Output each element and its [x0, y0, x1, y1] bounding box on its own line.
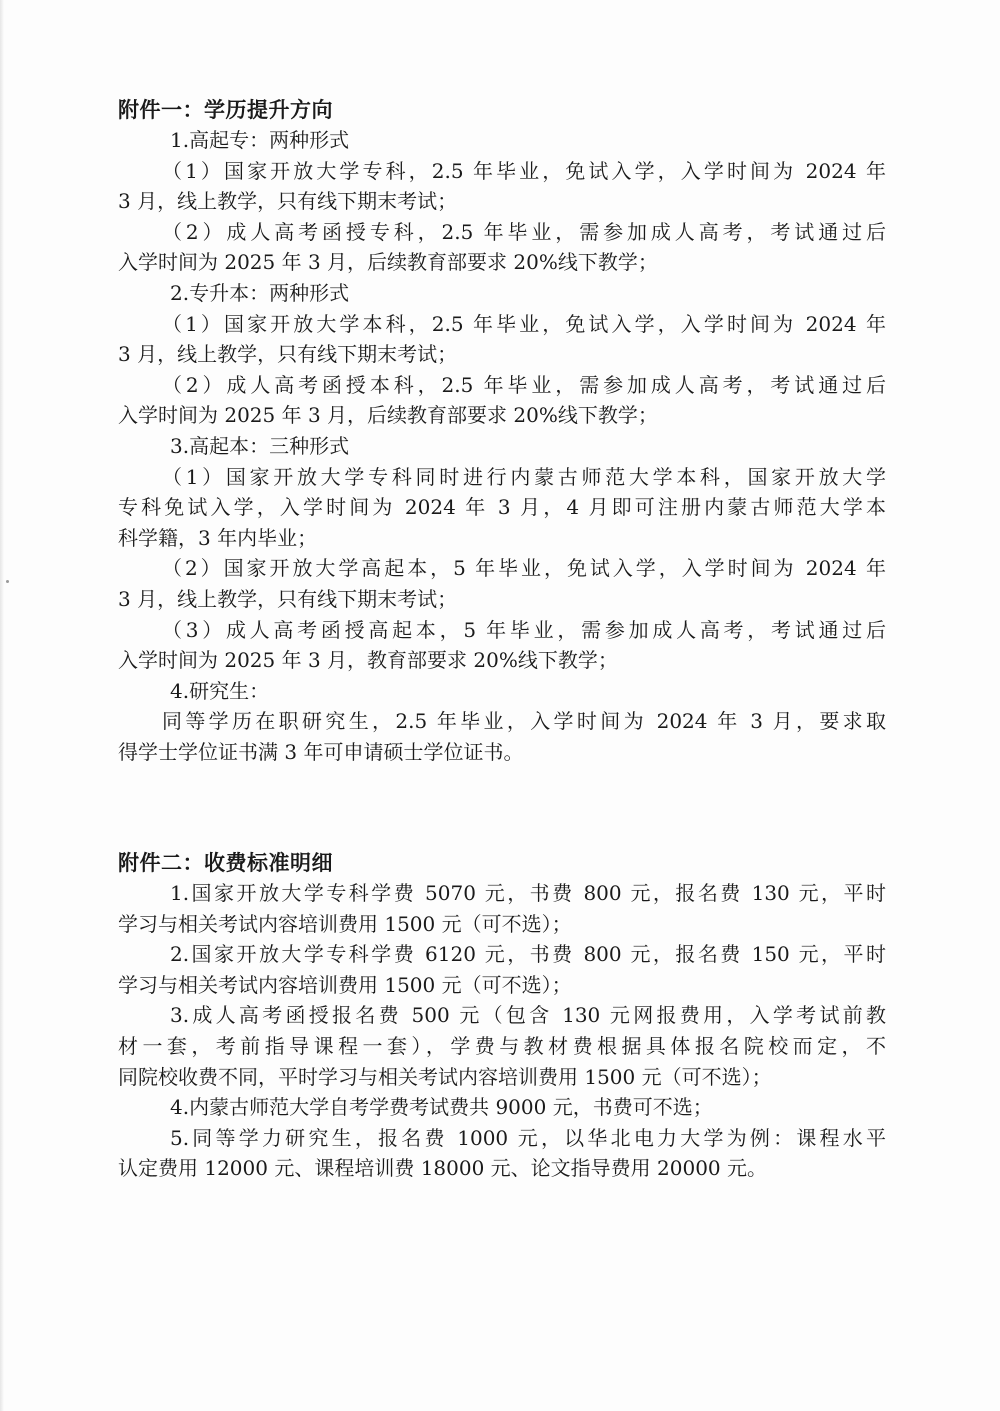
paragraph-line: （2）成人高考函授专科，2.5 年毕业，需参加成人高考，考试通过后	[162, 219, 886, 244]
paragraph-line: （2）国家开放大学高起本，5 年毕业，免试入学，入学时间为 2024 年	[162, 556, 886, 581]
scan-edge-shadow	[0, 0, 4, 1411]
paragraph-line: 3 月，线上教学，只有线下期末考试；	[118, 342, 458, 367]
fee-item-line: 认定费用 12000 元、课程培训费 18000 元、论文指导费用 20000 元。	[118, 1156, 768, 1181]
paragraph-line: （1）国家开放大学专科，2.5 年毕业，免试入学，入学时间为 2024 年	[162, 158, 886, 183]
fee-item-line: 2.国家开放大学专科学费 6120 元，书费 800 元，报名费 150 元，平时	[170, 942, 886, 967]
fee-item-line: 材一套，考前指导课程一套），学费与教材费根据具体报名院校而定，不	[118, 1033, 886, 1058]
paragraph-line: 得学士学位证书满 3 年可申请硕士学位证书。	[118, 739, 524, 764]
fee-item-line: 4.内蒙古师范大学自考学费考试费共 9000 元，书费可不选；	[170, 1095, 713, 1120]
fee-item-line: 5.同等学力研究生，报名费 1000 元，以华北电力大学为例：课程水平	[170, 1125, 886, 1150]
fee-item-line: 1.国家开放大学专科学费 5070 元，书费 800 元，报名费 130 元，平时	[170, 881, 886, 905]
paragraph-line: （1）国家开放大学专科同时进行内蒙古师范大学本科，国家开放大学	[162, 464, 886, 489]
paragraph-line: 科学籍，3 年内毕业；	[118, 525, 318, 550]
attachment-one-section	[118, 95, 886, 767]
fee-item-line: 学习与相关考试内容培训费用 1500 元（可不选）；	[118, 972, 572, 997]
category-heading-yanjiusheng: 4.研究生：	[170, 678, 270, 703]
attachment-one-title: 附件一：学历提升方向	[118, 98, 333, 122]
category-heading-gaoqizhuan: 1.高起专：两种形式	[170, 128, 350, 152]
scan-speck	[6, 580, 9, 583]
fee-item-line: 3.成人高考函授报名费 500 元（包含 130 元网报费用，入学考试前教	[170, 1003, 886, 1028]
category-heading-zhuanshengben: 2.专升本：两种形式	[170, 280, 350, 305]
fee-item-line: 同院校收费不同，平时学习与相关考试内容培训费用 1500 元（可不选）；	[118, 1064, 772, 1089]
attachment-two-section	[118, 848, 886, 1184]
fee-item-line: 学习与相关考试内容培训费用 1500 元（可不选）；	[118, 911, 572, 936]
paragraph-line: 入学时间为 2025 年 3 月，后续教育部要求 20%线下教学；	[118, 403, 658, 428]
paragraph-line: 同等学历在职研究生，2.5 年毕业，入学时间为 2024 年 3 月，要求取	[162, 709, 886, 734]
paragraph-line: 3 月，线上教学，只有线下期末考试；	[118, 586, 458, 611]
paragraph-line: 专科免试入学，入学时间为 2024 年 3 月，4 月即可注册内蒙古师范大学本	[118, 495, 886, 520]
category-heading-gaoqiben: 3.高起本：三种形式	[170, 433, 350, 458]
attachment-two-title: 附件二：收费标准明细	[118, 851, 333, 875]
paragraph-line: （2）成人高考函授本科，2.5 年毕业，需参加成人高考，考试通过后	[162, 372, 886, 397]
paragraph-line: 入学时间为 2025 年 3 月，后续教育部要求 20%线下教学；	[118, 250, 658, 275]
paragraph-line: 入学时间为 2025 年 3 月，教育部要求 20%线下教学；	[118, 648, 618, 673]
paragraph-line: （3）成人高考函授高起本，5 年毕业，需参加成人高考，考试通过后	[162, 617, 886, 642]
paragraph-line: 3 月，线上教学，只有线下期末考试；	[118, 189, 458, 214]
paragraph-line: （1）国家开放大学本科，2.5 年毕业，免试入学，入学时间为 2024 年	[162, 311, 886, 336]
